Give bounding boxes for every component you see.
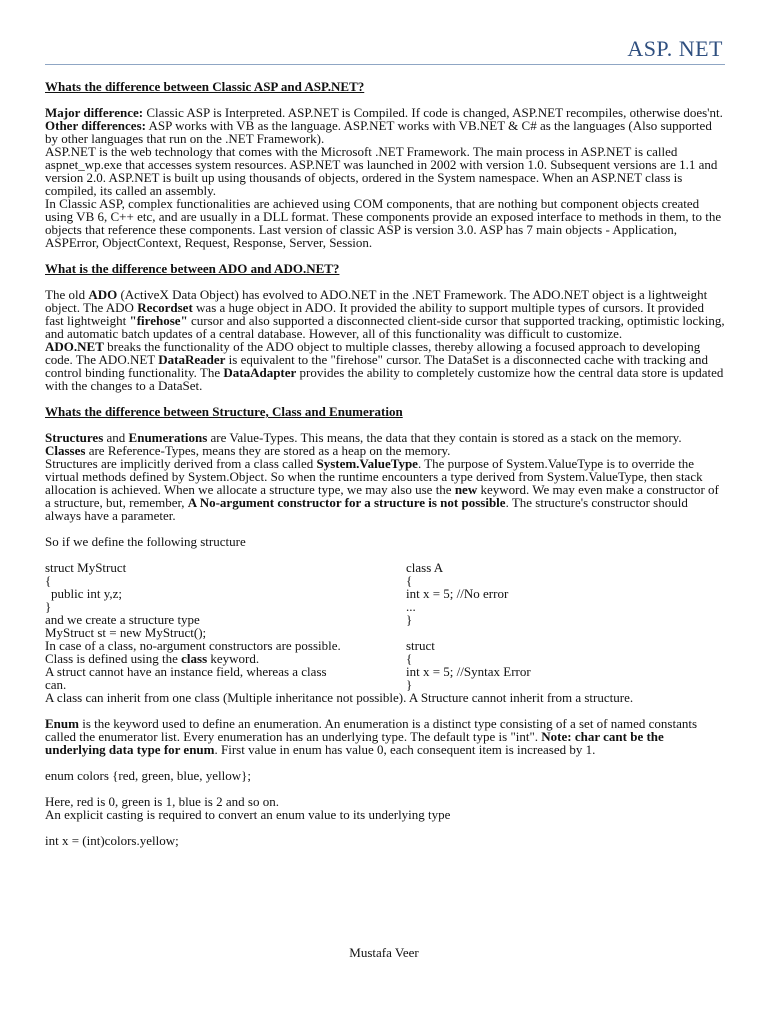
code-line: int x = 5; //Syntax Error — [406, 664, 531, 679]
code-line: class A — [406, 560, 444, 575]
paragraph-enum-values: Here, red is 0, green is 1, blue is 2 and so on. — [45, 794, 279, 809]
bold-term: class — [181, 651, 208, 666]
text-span: . The structure's constructor should always have a parameter. — [45, 495, 688, 523]
code-enum-definition: enum colors {red, green, blue, yellow}; — [45, 768, 251, 783]
text-other-differences: ASP works with VB as the language. ASP.NET works with VB.NET & C# as the languages (Also supported by other languages that run on the .NET Framework). — [45, 118, 712, 146]
paragraph-enum — [45, 717, 725, 756]
code-line: { — [406, 651, 413, 666]
text-span: keyword. — [207, 651, 260, 666]
code-line: { — [406, 573, 413, 588]
paragraph-classic-asp: In Classic ASP, complex functionalities are achieved using COM components, that are nothing but component objects created using VB 6, C++ etc, and are usually in a DLL format. These components provide an exposed interface to methods in them, to the objects that reference these components. Last version of classic ASP is version 3.0. ASP has 7 main objects - Application, ASPError, ObjectContext, Request, Response, Server, Session. — [45, 196, 722, 250]
text-span: (ActiveX Data Object) has evolved to ADO.NET in the .NET Framework. The ADO.NET object is a lightweight object. The ADO — [45, 287, 708, 315]
bold-term: A No-argument constructor for a structure is not possible — [187, 495, 506, 510]
text-span: . First value in enum has value 0, each consequent item is increased by 1. — [214, 742, 596, 757]
heading-asp-vs-aspnet: Whats the difference between Classic ASP and ASP.NET? — [45, 79, 365, 94]
text-span: are Value-Types. This means, the data that they contain is stored as a stack on the memory. — [207, 430, 682, 445]
text-span: and — [103, 430, 129, 445]
text-span: Class is defined using the — [45, 651, 182, 666]
paragraph-other-differences — [45, 119, 725, 145]
code-line: MyStruct st = new MyStruct(); — [45, 625, 207, 640]
bold-term: Enum — [45, 716, 79, 731]
paragraph-valuetype — [45, 457, 725, 522]
document-body — [45, 80, 725, 847]
text-span: breaks the functionality of the ADO object to multiple classes, thereby allowing a focused approach to developing code. The ADO.NET — [45, 339, 701, 367]
label-major-difference: Major difference: — [45, 105, 144, 120]
struct-example-column — [45, 561, 406, 691]
label-other-differences: Other differences: — [45, 118, 146, 133]
bold-term: Enumerations — [128, 430, 208, 445]
bold-term: Note: char cant be the underlying data type for enum — [45, 729, 664, 757]
text-span: The old — [45, 287, 89, 302]
bold-term: DataAdapter — [223, 365, 297, 380]
text-span: is the keyword used to define an enumeration. An enumeration is a distinct type consisting of a set of named constants called the enumerator list. Every enumeration has an underlying type. The default type is "int". — [45, 716, 698, 744]
bold-term: ADO — [88, 287, 118, 302]
code-line: int x = 5; //No error — [406, 586, 509, 601]
text-span: Structures are implicitly derived from a class called — [45, 456, 317, 471]
bold-term: Structures — [45, 430, 104, 445]
code-line: } — [406, 677, 413, 692]
code-line: } — [45, 599, 52, 614]
code-line: { — [45, 573, 52, 588]
bold-term: System.ValueType — [316, 456, 418, 471]
heading-structure-class-enum: Whats the difference between Structure, Class and Enumeration — [45, 404, 403, 419]
text-major-difference: Classic ASP is Interpreted. ASP.NET is Compiled. If code is changed, ASP.NET recompiles, otherwise does'nt. — [143, 105, 723, 120]
paragraph-inheritance: A class can inherit from one class (Multiple inheritance not possible). A Structure cannot inherit from a structure. — [45, 690, 634, 705]
bold-term: Classes — [45, 443, 86, 458]
code-comparison — [45, 561, 725, 691]
code-line: struct — [406, 638, 435, 653]
code-line: can. — [45, 677, 67, 692]
code-line: and we create a structure type — [45, 612, 200, 627]
text-span: is equivalent to the "firehose" cursor. The DataSet is a disconnected cache with tracking and control binding functionality. The — [45, 352, 708, 380]
class-example-column — [406, 561, 725, 691]
code-line: A struct cannot have an instance field, whereas a class — [45, 664, 327, 679]
paragraph-value-types — [45, 431, 725, 457]
bold-term: "firehose" — [129, 313, 188, 328]
paragraph-enum-casting: An explicit casting is required to convert an enum value to its underlying type — [45, 807, 451, 822]
code-line: public int y,z; — [51, 586, 123, 601]
paragraph-adonet — [45, 340, 725, 392]
footer-author: Mustafa Veer — [349, 945, 419, 960]
header-rule — [45, 64, 725, 65]
code-line: ... — [406, 599, 416, 614]
code-line — [406, 626, 725, 639]
code-line: struct MyStruct — [45, 560, 127, 575]
paragraph-structure-intro: So if we define the following structure — [45, 534, 246, 549]
code-line: In case of a class, no-argument constructors are possible. — [45, 638, 341, 653]
code-line: } — [406, 612, 413, 627]
text-span: was a huge object in ADO. It provided the ability to support multiple types of cursors. It provided fast lightweight — [45, 300, 705, 328]
text-span: . The purpose of System.ValueType is to override the virtual methods defined by System.Object. So when the runtime encounters a type derived from System.ValueType, then stack allocation is achieved. When we allocate a structure type, we may also use the — [45, 456, 703, 497]
text-span: cursor and also supported a disconnected client-side cursor that supported tracking, optimistic locking, and automatic batch updates of a central database. However, all of this functionality was difficult to customize. — [45, 313, 725, 341]
heading-ado-vs-adonet: What is the difference between ADO and ADO.NET? — [45, 261, 340, 276]
text-span: provides the ability to completely customize how the central data store is updated with the changes to a DataSet. — [45, 365, 724, 393]
page-header-title: ASP. NET — [627, 36, 723, 61]
text-span: keyword. We may even make a constructor of a structure, but, remember, — [45, 482, 719, 510]
paragraph-aspnet-overview: ASP.NET is the web technology that comes with the Microsoft .NET Framework. The main process in ASP.NET is called aspnet_wp.exe that accesses system resources. ASP.NET was launched in 2002 with version 1.0. Subsequent versions are 1.1 and version 2.0. ASP.NET is built up using thousands of objects, ordered in the System namespace. When an ASP.NET class is compiled, its called an assembly. — [45, 144, 718, 198]
bold-term: ADO.NET — [45, 339, 104, 354]
code-enum-cast: int x = (int)colors.yellow; — [45, 833, 179, 848]
bold-term: new — [454, 482, 478, 497]
paragraph-old-ado — [45, 288, 725, 340]
text-span: are Reference-Types, means they are stored as a heap on the memory. — [85, 443, 451, 458]
bold-term: DataReader — [158, 352, 226, 367]
bold-term: Recordset — [137, 300, 193, 315]
